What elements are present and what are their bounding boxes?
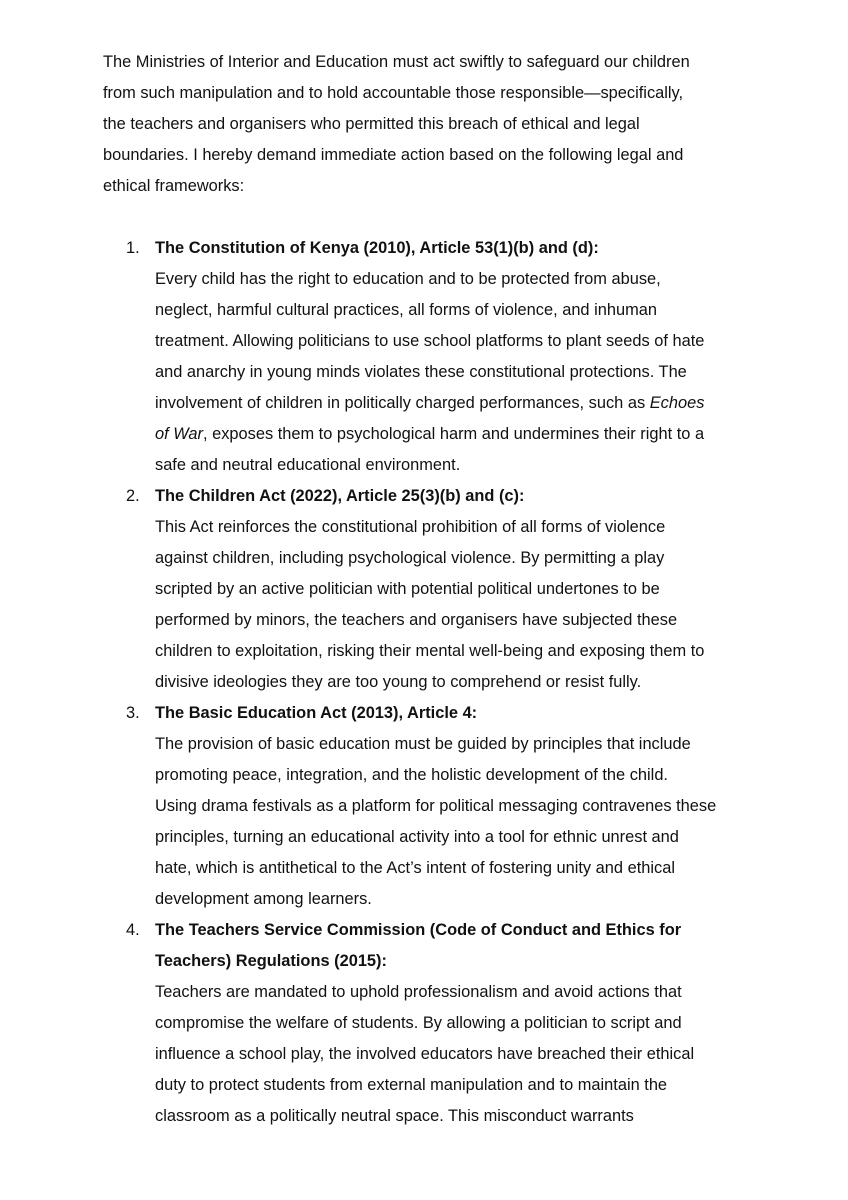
list-item-body-line: and anarchy in young minds violates these constitutional protections. The xyxy=(155,363,687,381)
list-item-body-line: compromise the welfare of students. By allowing a politician to script and xyxy=(155,1014,682,1032)
list-item-children-act xyxy=(103,481,756,698)
list-item-body-line: Using drama festivals as a platform for political messaging contravenes these xyxy=(155,797,717,815)
list-item-body-line: principles, turning an educational activity into a tool for ethnic unrest and xyxy=(155,828,679,846)
list-item-body-line: against children, including psychological violence. By permitting a play xyxy=(155,549,665,567)
list-item-body-line: treatment. Allowing politicians to use school platforms to plant seeds of hate xyxy=(155,332,705,350)
list-item-number: 1. xyxy=(126,239,140,257)
list-item-body-line: duty to protect students from external manipulation and to maintain the xyxy=(155,1076,668,1094)
list-item-body-line: development among learners. xyxy=(155,890,372,908)
list-item-body-line: divisive ideologies they are too young to comprehend or resist fully. xyxy=(155,673,642,691)
list-item-heading: Teachers) Regulations (2015): xyxy=(155,952,387,970)
list-item-heading: The Constitution of Kenya (2010), Article 53(1)(b) and (d): xyxy=(155,239,599,257)
list-item-body-line: safe and neutral educational environment. xyxy=(155,456,461,474)
list-item-constitution xyxy=(103,233,756,481)
play-title-italic: of War xyxy=(155,425,203,443)
intro-line: The Ministries of Interior and Education must act swiftly to safeguard our children xyxy=(103,53,690,71)
intro-line: boundaries. I hereby demand immediate action based on the following legal and xyxy=(103,146,684,164)
intro-line: the teachers and organisers who permitted this breach of ethical and legal xyxy=(103,115,640,133)
list-item-body-text: involvement of children in politically charged performances, such as xyxy=(155,394,646,412)
list-item-tsc-regulations xyxy=(103,915,756,1132)
list-item-body-line: children to exploitation, risking their mental well-being and exposing them to xyxy=(155,642,705,660)
play-title-italic: Echoes xyxy=(649,394,705,412)
list-item-number: 2. xyxy=(126,487,140,505)
list-item-body-line: influence a school play, the involved educators have breached their ethical xyxy=(155,1045,695,1063)
list-item-number: 4. xyxy=(126,921,140,939)
intro-line: ethical frameworks: xyxy=(103,177,245,195)
list-item-body-line: performed by minors, the teachers and organisers have subjected these xyxy=(155,611,678,629)
intro-line: from such manipulation and to hold accountable those responsible—specifically, xyxy=(103,84,684,102)
list-item-body-line: This Act reinforces the constitutional prohibition of all forms of violence xyxy=(155,518,666,536)
list-item-body-text: , exposes them to psychological harm and undermines their right to a xyxy=(202,425,705,443)
list-item-body-line: scripted by an active politician with potential political undertones to be xyxy=(155,580,660,598)
intro-paragraph xyxy=(103,47,756,202)
list-item-body-line: hate, which is antithetical to the Act’s intent of fostering unity and ethical xyxy=(155,859,675,877)
list-item-body-line xyxy=(155,388,756,419)
list-item-body-line: neglect, harmful cultural practices, all forms of violence, and inhuman xyxy=(155,301,657,319)
list-item-heading: The Teachers Service Commission (Code of Conduct and Ethics for xyxy=(155,921,682,939)
list-item-body-line: Every child has the right to education and to be protected from abuse, xyxy=(155,270,661,288)
list-item-body-line: The provision of basic education must be guided by principles that include xyxy=(155,735,691,753)
list-item-body-line xyxy=(155,419,756,450)
list-item-body-line: promoting peace, integration, and the holistic development of the child. xyxy=(155,766,668,784)
list-item-body-line: classroom as a politically neutral space. This misconduct warrants xyxy=(155,1107,634,1125)
list-item-number: 3. xyxy=(126,704,140,722)
list-item-heading: The Children Act (2022), Article 25(3)(b) and (c): xyxy=(155,487,525,505)
list-item-basic-education-act xyxy=(103,698,756,915)
legal-frameworks-list xyxy=(103,233,756,1132)
list-item-heading: The Basic Education Act (2013), Article 4: xyxy=(155,704,478,722)
list-item-body-line: Teachers are mandated to uphold professionalism and avoid actions that xyxy=(155,983,682,1001)
